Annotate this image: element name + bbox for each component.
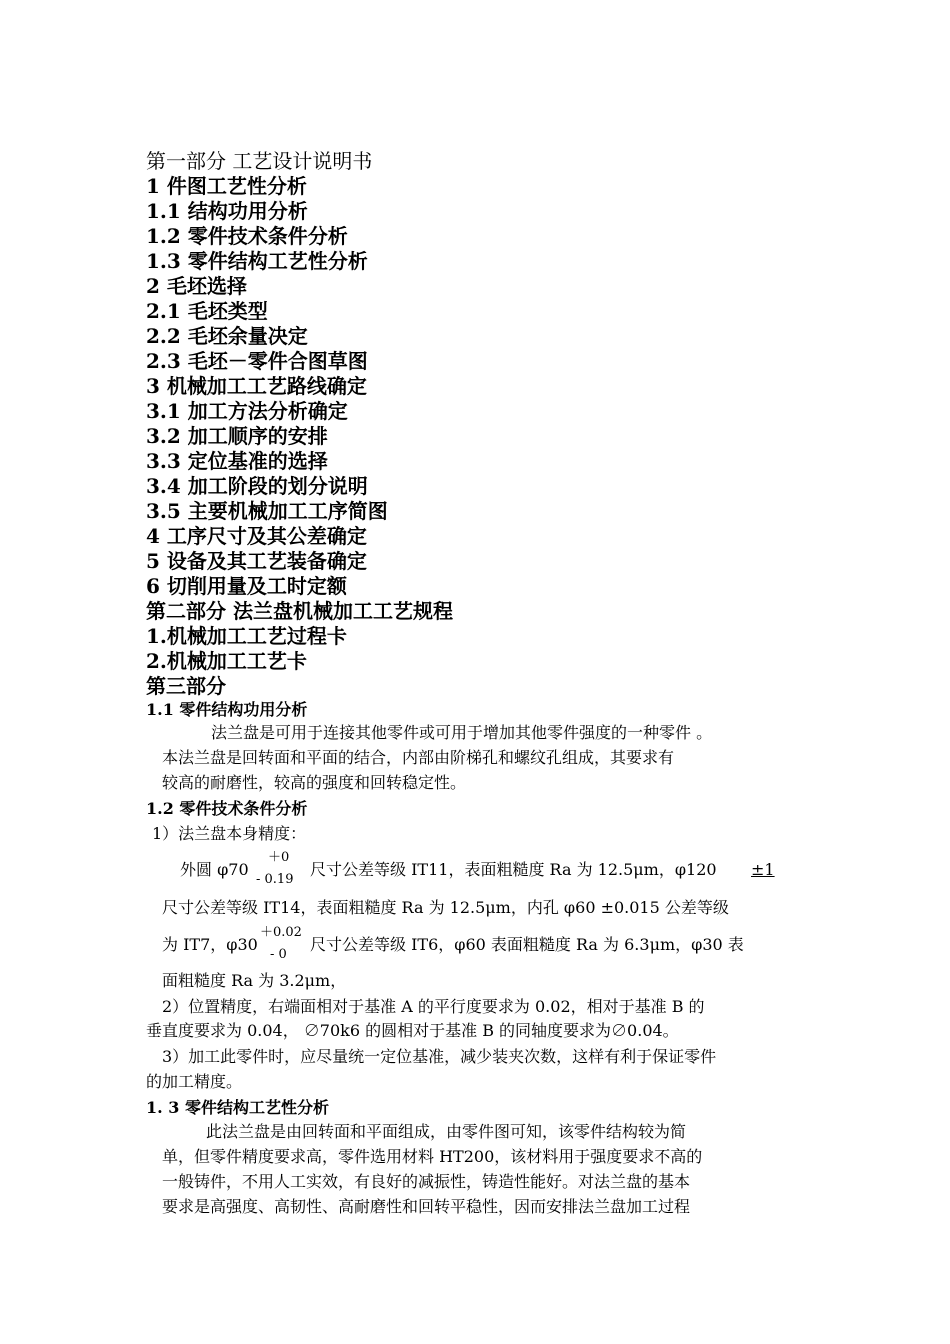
list-item: 3）加工此零件时，应尽量统一定位基准，减少装夹次数，这样有利于保证零件 bbox=[162, 1047, 717, 1066]
toc-item: 2.1 毛坯类型 bbox=[146, 299, 268, 323]
toc-item: 3.2 加工顺序的安排 bbox=[146, 424, 328, 448]
paragraph-line: 尺寸公差等级 IT6，φ60 表面粗糙度 Ra 为 6.3μm，φ30 表 bbox=[310, 935, 744, 954]
toc-part-1: 第一部分 工艺设计说明书 bbox=[146, 149, 373, 173]
toc-part-2: 第二部分 法兰盘机械加工工艺规程 bbox=[146, 599, 453, 623]
paragraph-line: 要求是高强度、高韧性、高耐磨性和回转平稳性，因而安排法兰盘加工过程 bbox=[162, 1197, 691, 1216]
tolerance-upper: ＋0.02 bbox=[260, 925, 302, 940]
list-item: 2）位置精度，右端面相对于基准 A 的平行度要求为 0.02，相对于基准 B 的 bbox=[162, 997, 705, 1016]
toc-item: 5 设备及其工艺装备确定 bbox=[146, 549, 367, 573]
tolerance-plus-minus: ±1 bbox=[751, 860, 775, 879]
toc-item: 3.1 加工方法分析确定 bbox=[146, 399, 348, 423]
paragraph-line: 的加工精度。 bbox=[146, 1072, 243, 1091]
section-heading-1-3: 1. 3 零件结构工艺性分析 bbox=[146, 1098, 329, 1117]
section-heading-1-1: 1.1 零件结构功用分析 bbox=[146, 700, 308, 719]
toc-item: 6 切削用量及工时定额 bbox=[146, 574, 347, 598]
toc-item: 3 机械加工工艺路线确定 bbox=[146, 374, 367, 398]
list-item: 1）法兰盘本身精度： bbox=[152, 824, 307, 843]
paragraph-line: 单，但零件精度要求高，零件选用材料 HT200，该材料用于强度要求不高的 bbox=[162, 1147, 703, 1166]
paragraph-line: 较高的耐磨性，较高的强度和回转稳定性。 bbox=[162, 773, 467, 792]
toc-item: 1.机械加工工艺过程卡 bbox=[146, 624, 347, 648]
paragraph-line: 为 IT7，φ30 bbox=[162, 935, 258, 954]
tolerance-lower: - 0.19 bbox=[256, 872, 294, 887]
toc-item: 1.3 零件结构工艺性分析 bbox=[146, 249, 368, 273]
paragraph-line: 垂直度要求为 0.04， ∅70k6 的圆相对于基准 B 的同轴度要求为∅0.04。 bbox=[146, 1021, 679, 1040]
toc-item: 2 毛坯选择 bbox=[146, 274, 247, 298]
section-heading-1-2: 1.2 零件技术条件分析 bbox=[146, 799, 308, 818]
toc-item: 1.1 结构功用分析 bbox=[146, 199, 308, 223]
toc-item: 3.5 主要机械加工工序简图 bbox=[146, 499, 388, 523]
paragraph-line: 尺寸公差等级 IT11，表面粗糙度 Ra 为 12.5μm，φ120 bbox=[310, 860, 717, 879]
table-of-contents bbox=[146, 149, 846, 699]
paragraph-line: 法兰盘是可用于连接其他零件或可用于增加其他零件强度的一种零件 。 bbox=[211, 723, 713, 742]
paragraph-line: 本法兰盘是回转面和平面的结合，内部由阶梯孔和螺纹孔组成，其要求有 bbox=[162, 748, 675, 767]
paragraph-line: 此法兰盘是由回转面和平面组成，由零件图可知，该零件结构较为简 bbox=[206, 1122, 687, 1141]
toc-item: 1 件图工艺性分析 bbox=[146, 174, 307, 198]
toc-item: 1.2 零件技术条件分析 bbox=[146, 224, 348, 248]
toc-item: 4 工序尺寸及其公差确定 bbox=[146, 524, 367, 548]
paragraph-line: 外圆 φ70 bbox=[180, 860, 249, 879]
tolerance-lower: - 0 bbox=[270, 947, 287, 962]
toc-item: 3.4 加工阶段的划分说明 bbox=[146, 474, 368, 498]
toc-item: 2.3 毛坯－零件合图草图 bbox=[146, 349, 368, 373]
tolerance-upper: ＋0 bbox=[268, 850, 290, 865]
toc-item: 2.2 毛坯余量决定 bbox=[146, 324, 308, 348]
paragraph-line: 一般铸件，不用人工实效，有良好的减振性，铸造性能好。对法兰盘的基本 bbox=[162, 1172, 691, 1191]
paragraph-line: 面粗糙度 Ra 为 3.2μm， bbox=[162, 971, 347, 990]
toc-item: 2.机械加工工艺卡 bbox=[146, 649, 307, 673]
toc-item: 3.3 定位基准的选择 bbox=[146, 449, 328, 473]
toc-part-3: 第三部分 bbox=[146, 674, 226, 698]
paragraph-line: 尺寸公差等级 IT14，表面粗糙度 Ra 为 12.5μm，内孔 φ60 ±0.015 公差等级 bbox=[162, 898, 729, 917]
